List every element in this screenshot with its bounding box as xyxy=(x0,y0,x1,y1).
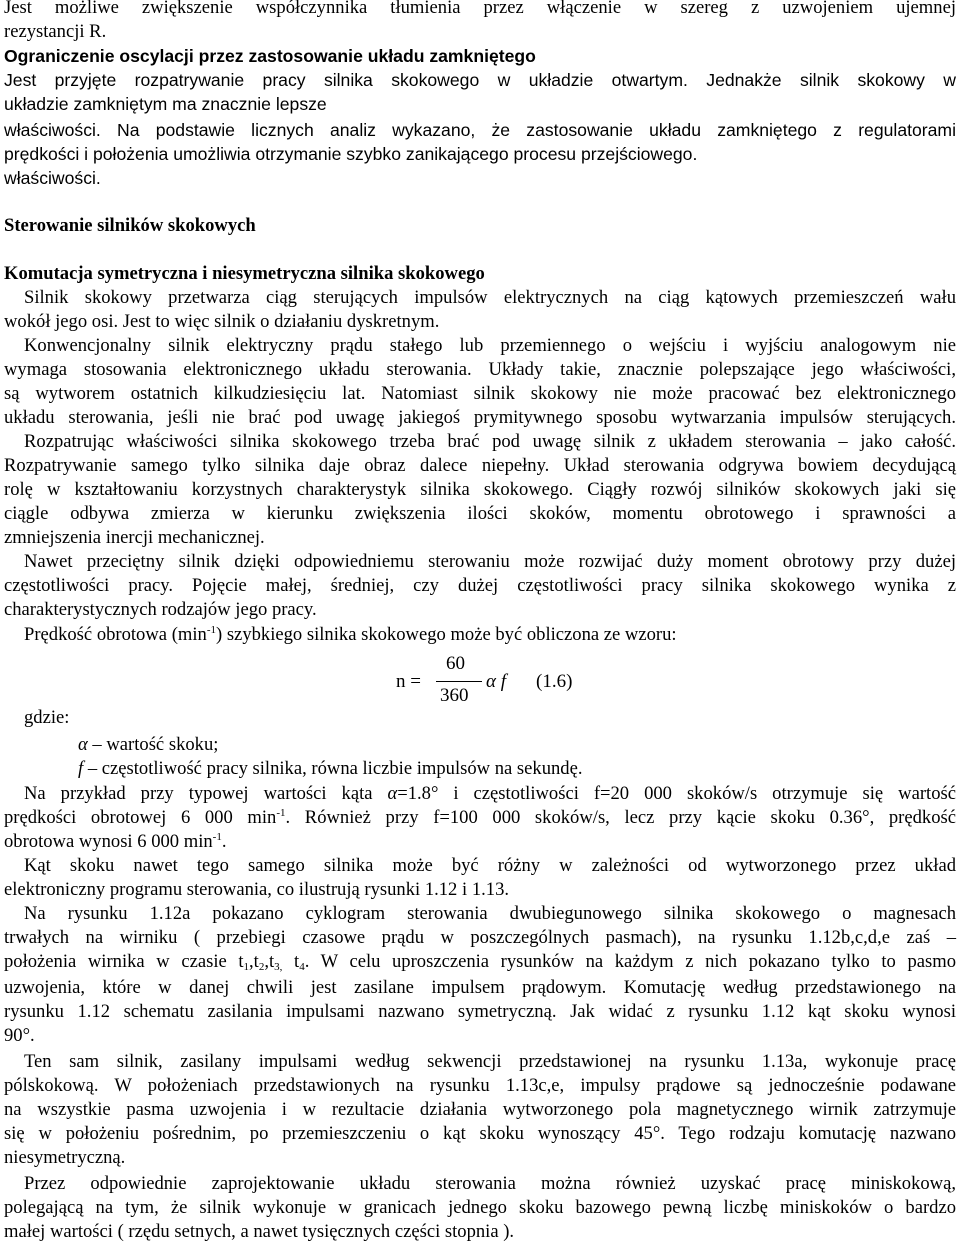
text-line: Konwencjonalny silnik elektryczny prądu stałego lub przemiennego o wejściu i wyjściu analogowym nie xyxy=(24,335,956,356)
text-segment: . xyxy=(221,831,227,852)
text-line xyxy=(24,782,956,806)
text-line: Ten sam silnik, zasilany impulsami według sekwencji przedstawionej na rysunku 1.13a, wykonuje pracę xyxy=(24,1051,956,1072)
text-line: elektroniczny programu sterowania, co ilustrują rysunki 1.12 i 1.13. xyxy=(4,879,510,900)
formula-denominator: 360 xyxy=(440,685,469,706)
text-line: zmniejszenia inercji mechanicznej. xyxy=(4,527,265,548)
text-line: Nawet przeciętny silnik dzięki odpowiedniemu sterowaniu może rozwijać duży moment obrotowy przy dużej xyxy=(24,551,956,572)
definition-line xyxy=(78,733,956,757)
text-line: pólskokową. W położeniach przedstawionych na rysunku 1.13c,e, impulsy prądowe są jednocześnie podawane xyxy=(4,1075,956,1096)
text-line: układu sterowania, jeśli nie brać pod uwagę jakiegoś prymitywnego sposobu wytwarzania impulsów sterujących. xyxy=(4,407,956,428)
text-line: charakterystycznych rodzajów jego pracy. xyxy=(4,599,317,620)
symbol: f xyxy=(78,758,84,779)
text-line: wokół jego osi. Jest to więc silnik o działaniu dyskretnym. xyxy=(4,311,440,332)
text-line: trwałych na wirniku ( przebiegi czasowe prądu w poszczególnych pasmach), na rysunku 1.12b,c,d,e zaś – xyxy=(4,927,956,948)
superscript: -1 xyxy=(206,624,216,636)
text-segment: ,t xyxy=(264,951,275,972)
text-line: Kąt skoku nawet tego samego silnika może być różny w zależności od wytworzonego przez układ xyxy=(24,855,956,876)
text-line: Na rysunku 1.12a pokazano cyklogram sterowania dwubiegunowego silnika skokowego o magnesach xyxy=(24,903,956,924)
symbol: α xyxy=(387,783,398,804)
text-segment: Na przykład przy typowej wartości kąta xyxy=(24,783,388,804)
subscript: 4 xyxy=(299,961,305,973)
text-line: właściwości. xyxy=(4,168,101,188)
text-segment: – częstotliwość pracy silnika, równa liczbie impulsów na sekundę. xyxy=(83,758,583,779)
text-segment: obrotowa wynosi 6 000 min xyxy=(4,831,213,852)
definition-line xyxy=(78,757,956,781)
fraction-bar xyxy=(436,681,482,682)
text-line xyxy=(4,806,956,830)
subscript: 3, xyxy=(274,961,283,973)
text-segment: – wartość skoku; xyxy=(87,734,219,755)
text-line: rolę w kształtowaniu korzystnych charakterystyk silnika skokowego. Ciągły rozwój silników skokowych jaki się xyxy=(4,479,956,500)
text-line: Jest możliwe zwiększenie współczynnika tłumienia przez włączenie w szereg z uzwojeniem ujemnej xyxy=(4,0,956,18)
formula-1-6 xyxy=(396,651,596,711)
text-segment: ) szybkiego silnika skokowego może być obliczona ze wzoru: xyxy=(215,624,677,645)
text-line: częstotliwości pracy. Pojęcie małej, średniej, czy dużej częstotliwości pracy silnika skokowego wynika z xyxy=(4,575,956,596)
text-line: małej wartości ( rzędu setnych, a nawet tysięcznych części stopnia ). xyxy=(4,1221,515,1242)
text-line: niesymetryczną. xyxy=(4,1147,126,1168)
text-line: Rozpatrywanie samego tylko silnika daje obraz dalece niepełny. Układ sterowania odgrywa bowiem decydującą xyxy=(4,455,956,476)
text-line: się w położeniu pośrednim, po przemieszczeniu o kąt skoku wynoszący 45°. Tego rodzaju komutację nazwano xyxy=(4,1123,956,1144)
formula-lhs: n = xyxy=(396,671,421,692)
text-line: prędkości i położenia umożliwia otrzymanie szybko zanikającego procesu przejściowego. xyxy=(4,144,698,164)
equation-number: (1.6) xyxy=(536,671,573,692)
subscript: 2 xyxy=(258,961,265,973)
text-line: Przez odpowiednie zaprojektowanie układu sterowania można również uzyskać pracę miniskokową, xyxy=(24,1173,956,1194)
text-segment: ,t xyxy=(249,951,259,972)
text-line xyxy=(4,830,956,854)
text-line: ciągle odbywa zmierza w kierunku zwiększenia ilości skoków, momentu obrotowego i sprawności a xyxy=(4,503,956,524)
formula-numerator: 60 xyxy=(446,653,465,674)
text-line: na wszystkie pasma uzwojenia i w rezultacie działania wytworzonego pola magnetycznego wirnik zatrzymuje xyxy=(4,1099,956,1120)
text-line: 90°. xyxy=(4,1025,35,1046)
text-line xyxy=(24,623,956,647)
text-line xyxy=(4,950,956,974)
text-line: są wytworem ostatnich kilkudziesięciu lat. Natomiast silnik skokowy nie może pracować bez elektronicznego xyxy=(4,383,956,404)
text-line: układzie zamkniętym ma znacznie lepsze xyxy=(4,94,327,114)
text-segment: Prędkość obrotowa (min xyxy=(24,624,207,645)
subsection-heading: Komutacja symetryczna i niesymetryczna silnika skokowego xyxy=(4,263,485,284)
text-segment: t xyxy=(282,951,300,972)
text-line: rysunku 1.12 schematu zasilania impulsami nazwano symetryczną. Jak widać z rysunku 1.12 kąt skoku wynosi xyxy=(4,1001,956,1022)
text-segment: prędkości obrotowej 6 000 min xyxy=(4,807,277,828)
text-line: Rozpatrując właściwości silnika skokowego trzeba brać pod uwagę silnik z układem sterowania – jako całość. xyxy=(24,431,956,452)
text-line: Silnik skokowy przetwarza ciąg sterujących impulsów elektrycznych na ciąg kątowych przemieszczeń wału xyxy=(24,287,956,308)
subscript: 1 xyxy=(243,961,250,973)
text-line: Jest przyjęte rozpatrywanie pracy silnika skokowego w układzie otwartym. Jednakże silnik skokowy w xyxy=(4,70,956,90)
text-segment: . W celu uproszczenia rysunków na każdym z nich pokazano tylko to pasmo xyxy=(304,951,956,972)
text-segment: położenia wirnika w czasie t xyxy=(4,951,244,972)
section-heading: Sterowanie silników skokowych xyxy=(4,215,256,236)
section-heading: Ograniczenie oscylacji przez zastosowanie układu zamkniętego xyxy=(4,46,536,66)
superscript: -1 xyxy=(212,831,222,843)
text-line: właściwości. Na podstawie licznych analiz wykazano, że zastosowanie układu zamkniętego z regulatorami xyxy=(4,120,956,140)
text-segment: . Również przy f=100 000 skoków/s, lecz przy kącie skoku 0.36°, prędkość xyxy=(285,807,956,828)
text-line: rezystancji R. xyxy=(4,21,107,42)
text-line: uzwojenia, które w danej chwili jest zasilane impulsem prądowym. Komutację według przedstawionego na xyxy=(4,977,956,998)
formula-rhs: α f xyxy=(486,671,507,692)
text-line: gdzie: xyxy=(24,707,70,728)
text-line: polegającą na tym, że silnik wykonuje w granicach jednego skoku bazowego pewną liczbę miniskoków o bardzo xyxy=(4,1197,956,1218)
superscript: -1 xyxy=(276,807,286,819)
text-line: wymaga stosowania elektronicznego układu sterowania. Układy takie, znacznie polepszające jego właściwości, xyxy=(4,359,956,380)
symbol: α xyxy=(78,734,88,755)
text-segment: =1.8° i częstotliwości f=20 000 skoków/s otrzymuje się wartość xyxy=(397,783,956,804)
